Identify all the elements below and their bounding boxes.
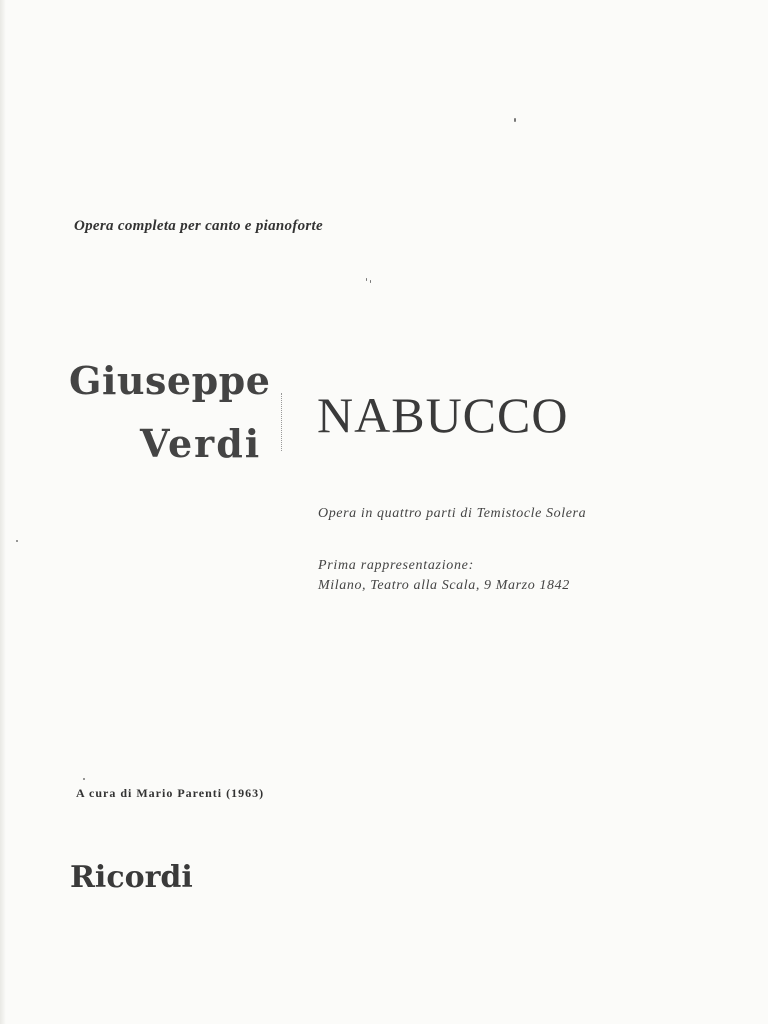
scan-speck xyxy=(514,118,516,122)
publisher-name: Ricordi xyxy=(70,860,193,895)
opera-title: NABUCCO xyxy=(317,387,569,443)
scan-speck xyxy=(16,540,18,542)
title-divider xyxy=(281,393,282,451)
composer-first-name: Giuseppe xyxy=(69,358,271,403)
editor-credit: A cura di Mario Parenti (1963) xyxy=(76,786,265,800)
edition-note: Opera completa per canto e pianoforte xyxy=(74,218,323,234)
scan-speck xyxy=(83,778,85,780)
scan-speck xyxy=(370,280,371,283)
premiere-label: Prima rappresentazione: xyxy=(318,558,474,573)
premiere-detail: Milano, Teatro alla Scala, 9 Marzo 1842 xyxy=(318,578,570,593)
scan-speck xyxy=(366,278,367,281)
composer-last-name: Verdi xyxy=(140,421,262,466)
opera-description: Opera in quattro parti di Temistocle Solera xyxy=(318,506,587,521)
page-edge-shadow xyxy=(0,0,6,1024)
